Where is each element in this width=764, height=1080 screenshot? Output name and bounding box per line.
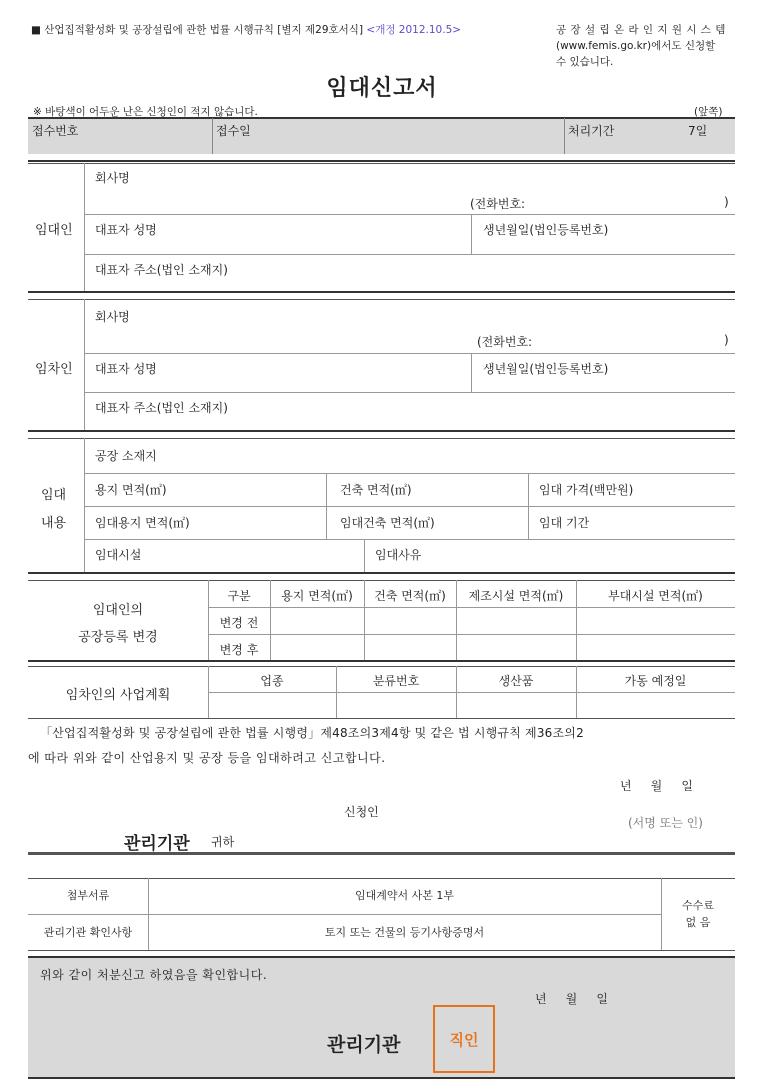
lessor-company-label: 회사명 — [95, 171, 130, 185]
lessee-section-label: 임차인 — [35, 362, 73, 377]
lessee-company-label: 회사명 — [95, 310, 130, 324]
business-plan-label: 임차인의 사업계획 — [65, 688, 171, 703]
fee-value: 없 음 — [685, 916, 711, 929]
lessor-birth-label: 생년월일(법인등록번호) — [483, 223, 609, 237]
col-kind-header: 구분 — [227, 589, 251, 603]
building-area-label: 건축 면적(㎡) — [340, 483, 412, 497]
statement-line-2: 에 따라 위와 같이 산업용지 및 공장 등을 임대하려고 신고합니다. — [28, 751, 386, 765]
lessor-phone-close: ) — [724, 195, 729, 209]
receipt-number-label: 접수번호 — [32, 124, 79, 138]
lessee-phone-label: (전화번호: — [477, 335, 533, 349]
col-building-header: 건축 면적(㎡) — [374, 589, 446, 603]
lessor-section-label: 임대인 — [35, 223, 73, 238]
processing-period-label: 처리기간 — [568, 124, 615, 138]
registration-section-label-1: 임대인의 — [92, 603, 144, 618]
online-note-line3: 수 있습니다. — [556, 56, 614, 68]
shade-note: ※ 바탕색이 어두운 난은 신청인이 적지 않습니다. — [33, 106, 258, 118]
front-side-note: (앞쪽) — [694, 106, 723, 118]
lessee-address-label: 대표자 주소(법인 소재지) — [95, 401, 228, 415]
lessor-address-label: 대표자 주소(법인 소재지) — [95, 263, 228, 277]
attachments-value: 임대계약서 사본 1부 — [355, 889, 454, 902]
lease-section-label-1: 임대 — [41, 488, 67, 503]
lessee-birth-label: 생년월일(법인등록번호) — [483, 362, 609, 376]
processing-period-value: 7일 — [688, 124, 708, 138]
receipt-row — [28, 118, 735, 154]
col-product-header: 생산품 — [498, 674, 534, 688]
row-after-label: 변경 후 — [219, 643, 259, 657]
col-industry-header: 업종 — [260, 674, 284, 688]
lease-section-label-2: 내용 — [41, 516, 67, 531]
statement-line-1: 「산업집적활성화 및 공장설립에 관한 법률 시행령」제48조의3제4항 및 같은 법 시행규칙 제36조의2 — [40, 726, 584, 740]
lessee-phone-close: ) — [724, 333, 729, 347]
lease-facility-label: 임대시설 — [95, 548, 142, 562]
law-reference — [31, 22, 461, 37]
revision-link[interactable]: <개정 2012.10.5> — [366, 24, 462, 36]
col-manufacturing-header: 제조시설 면적(㎡) — [468, 589, 564, 603]
lease-land-area-label: 임대용지 면적(㎡) — [95, 516, 190, 530]
page-title: 임대신고서 — [326, 76, 438, 101]
lessor-phone-label: (전화번호: — [470, 197, 526, 211]
law-reference-text: ■ 산업집적활성화 및 공장설립에 관한 법률 시행규칙 [별지 제29호서식] — [31, 24, 364, 36]
land-area-label: 용지 면적(㎡) — [95, 483, 167, 497]
registration-section-label-2: 공장등록 변경 — [78, 630, 158, 645]
col-land-header: 용지 면적(㎡) — [281, 589, 353, 603]
confirmation-authority: 관리기관 — [327, 1034, 401, 1056]
factory-location-label: 공장 소재지 — [95, 449, 157, 463]
authority-check-value: 토지 또는 건물의 등기사항증명서 — [324, 926, 485, 939]
lease-period-label: 임대 기간 — [539, 516, 590, 530]
lease-building-area-label: 임대건축 면적(㎡) — [340, 516, 435, 530]
applicant-label: 신청인 — [344, 805, 379, 819]
row-before-label: 변경 전 — [219, 616, 259, 630]
online-note-line1: 공 장 설 립 온 라 인 지 원 시 스 템 — [556, 24, 726, 36]
authority-suffix: 귀하 — [211, 835, 235, 849]
lease-reason-label: 임대사유 — [375, 548, 422, 562]
confirmation-text: 위와 같이 처분신고 하였음을 확인합니다. — [40, 968, 268, 982]
official-seal: 직인 — [433, 1005, 495, 1073]
authority-addressee: 관리기관 — [124, 834, 190, 854]
lease-price-label: 임대 가격(백만원) — [539, 483, 634, 497]
online-note-line2: (www.femis.go.kr)에서도 신청할 — [556, 40, 716, 52]
lessee-rep-name-label: 대표자 성명 — [95, 362, 157, 376]
signature-label: (서명 또는 인) — [628, 816, 703, 830]
authority-check-label: 관리기관 확인사항 — [43, 926, 133, 939]
fee-label: 수수료 — [682, 899, 714, 912]
lessor-rep-name-label: 대표자 성명 — [95, 223, 157, 237]
receipt-date-label: 접수일 — [216, 124, 251, 138]
confirmation-date: 년 월 일 — [535, 992, 608, 1006]
application-date: 년 월 일 — [620, 779, 693, 793]
col-auxiliary-header: 부대시설 면적(㎡) — [608, 589, 703, 603]
attachments-label: 첨부서류 — [66, 889, 110, 902]
col-class-number-header: 분류번호 — [372, 674, 420, 688]
col-start-date-header: 가동 예정일 — [624, 674, 687, 688]
